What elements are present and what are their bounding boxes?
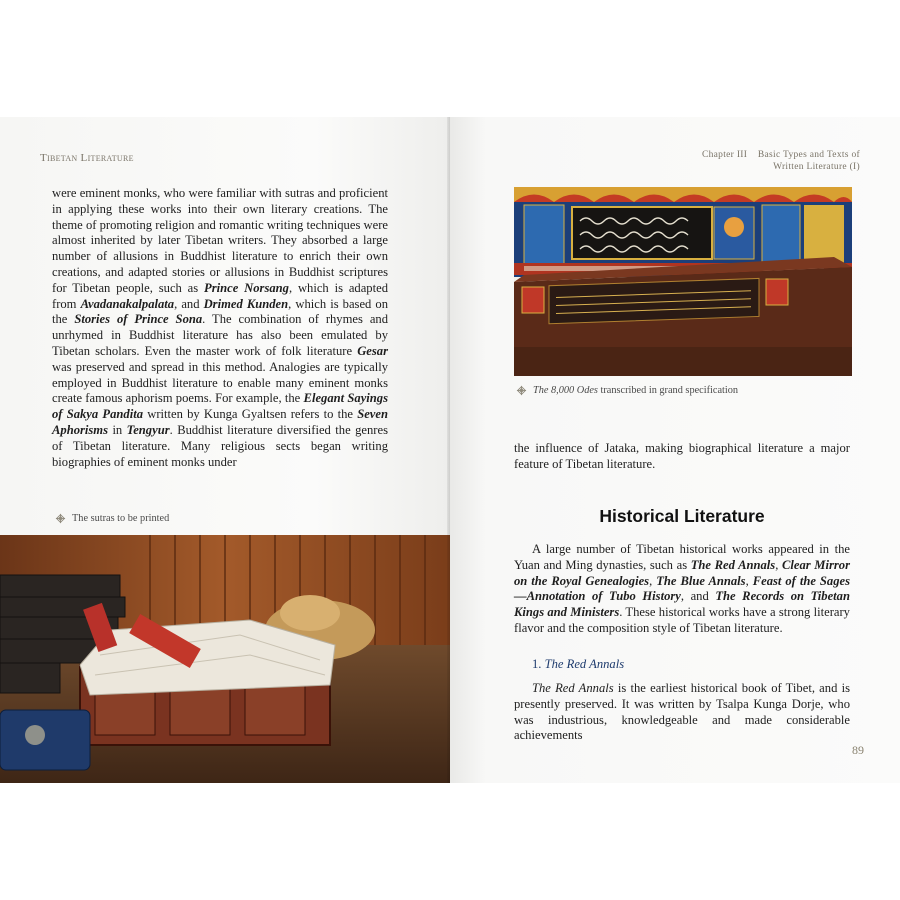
title-seven-aphorisms: Seven Aphorisms: [52, 407, 388, 437]
title-tengyur: Tengyur: [126, 422, 170, 437]
endless-knot-icon: [55, 513, 66, 524]
sutras-photo: [0, 535, 450, 783]
sutras-illustration: [0, 535, 450, 783]
title-elegant-sayings: Elegant Sayings of Sakya Pandita: [52, 391, 388, 422]
caption-left-text: The sutras to be printed: [72, 513, 170, 524]
subsection-heading: 1. The Red Annals: [532, 657, 625, 671]
running-head-right: Chapter III Basic Types and Texts of Written Literature (I): [701, 150, 860, 172]
title-drimed-kunden: Drimed Kunden: [203, 296, 289, 311]
running-head-left: Tibetan Literature: [40, 152, 134, 164]
caption-left: [55, 513, 169, 524]
left-page: [0, 117, 450, 783]
continuation-text: the influence of Jataka, making biographical literature a major feature of Tibetan literature.: [514, 441, 850, 471]
caption-right-text: The 8,000 Odes transcribed in grand specification: [533, 385, 739, 396]
title-gesar: Gesar: [357, 343, 388, 358]
red-annals-paragraph: The Red Annals is the earliest historical book of Tibet, and is presently preserved. It was written by Tsalpa Kunga Dorje, who was industrious, knowledgeable and made considerable achievements: [514, 681, 850, 743]
title-avadanakalpalata: Avadanakalpalata: [80, 296, 175, 311]
title-stories-of-prince-sona: Stories of Prince Sona: [74, 312, 203, 327]
page-number: 89: [852, 743, 864, 757]
title-prince-norsang: Prince Norsang: [204, 280, 289, 295]
historical-paragraph: A large number of Tibetan historical works appeared in the Yuan and Ming dynasties, such as The Red Annals, Clear Mirror on the Royal Genealogies, The Blue Annals, Feast of the Sages—Annotation of Tubo History, and The Records on Tibetan Kings and Ministers. These historical works have a strong literary flavor and the composition style of Tibetan literature.: [514, 542, 850, 635]
caption-right: [516, 385, 738, 396]
left-body-text: were eminent monks, who were familiar with sutras and proficient in applying these works into their own literary creations. The theme of promoting religion and romantic writing techniques were almost inherited by later Tibetan writers. They absorbed a large number of allusions in Buddhist literature to enrich their own creations, and adapted stories or allusions in Buddhist scriptures for Tibetan people, such as Prince Norsang, which is adapted from Avadanakalpalata, and Drimed Kunden, which is based on the Stories of Prince Sona. The combination of rhymes and unrhymed in Buddhist literature has also been emulated by Tibetan scholars. Even the master work of folk literature Gesar was preserved and spread in this method. Analogies are typically employed in Buddhist literature to enable many eminent monks create famous aphorism poems. For example, the Elegant Sayings of Sakya Pandita written by Kunga Gyaltsen refers to the Seven Aphorisms in Tengyur. Buddhist literature diversified the genres of Tibetan literature. Many religious sects began writing biographies of eminent monks under: [52, 186, 389, 469]
endless-knot-icon: [516, 385, 527, 396]
section-heading: Historical Literature: [599, 506, 765, 526]
odes-manuscript-photo: [514, 187, 852, 376]
right-page: [450, 117, 900, 783]
odes-manuscript-illustration: [514, 187, 852, 376]
